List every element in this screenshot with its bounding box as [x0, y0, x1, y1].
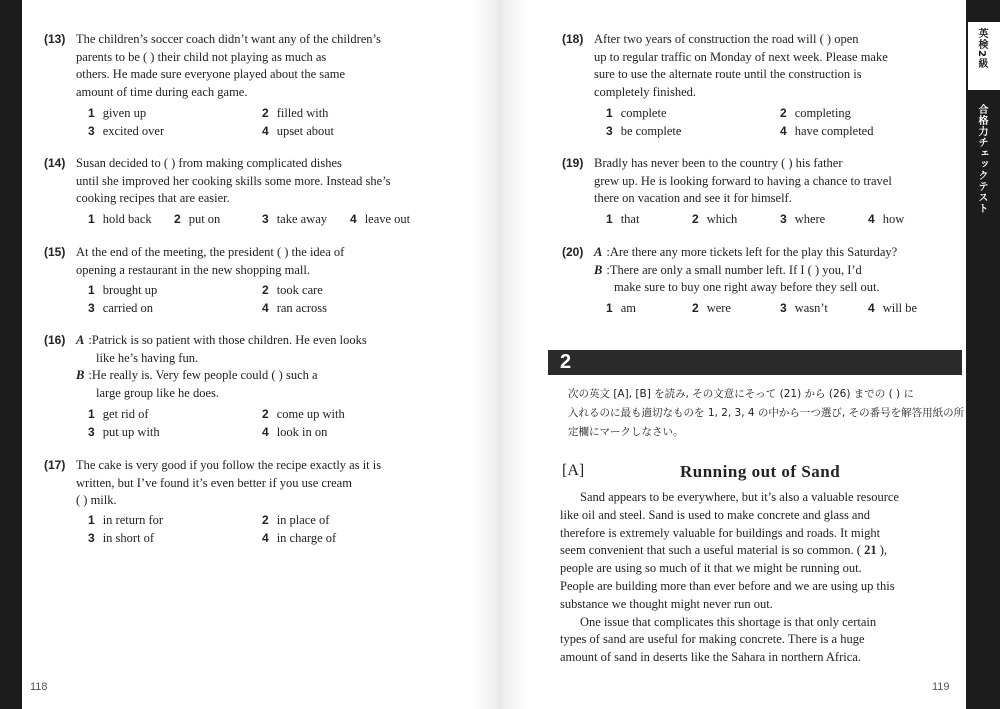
- option-16-2: 2 come up with: [262, 407, 345, 421]
- left-page: (13) The children’s soccer coach didn’t want any of the children’s parents to be ( ) their child not playing as much as others. He made sure everyone played about the same amount of time during each game. 1 given up 2 filled with 3 excited over 4 upset about (14) Susan decided to ( ) from making complicated dishes until she improved her cooking skills some more. Instead she’s cooking recipes that are easier. 1 hold back 2 put on 3 take away 4 leave out (15) At the end of the meeting, the president ( ) the idea of opening a restaurant in the new shopping mall. 1 brought up 2 took care 3 carried on 4 ran across (16) A :Patrick is so patient with those children. He even looks like he’s having fun. B :He really is. Very few people could ( ) such a large group like he does. 1 get rid of 2 come up with 3 put up with 4 look in on (17) The cake is very good if you follow the recipe exactly as it is written, but I’ve found it’s even better if you use cream ( ) milk. 1 in return for 2 in place of 3 in short of 4 in charge of: [44, 32, 411, 545]
- option-16-1: 1 get rid of: [88, 407, 149, 421]
- option-17-2: 2 in place of: [262, 513, 330, 527]
- blank-21: 21: [864, 543, 877, 558]
- option-20-2: 2 were: [692, 301, 731, 315]
- passage-text: Sand appears to be everywhere, but it’s also a valuable resource like oil and steel. Sand is used to make concrete and glass and therefore is extremely valuable for buildings and roads. It might seem convenient that such a useful material is so common. ( 21 ), people are using so much of it that we might be running out. People are building more than ever before and we are using up this substance we thought might never run out. One issue that complicates this shortage is that only certain types of sand are useful for making concrete. There is a huge amount of sand in deserts like the Sahara in northern Africa.: [560, 490, 899, 665]
- section-tab-label: 合格力チェックテスト: [976, 104, 987, 214]
- option-18-3: 3 be complete: [606, 124, 682, 138]
- passage-title: Running out of Sand: [680, 462, 841, 481]
- option-14-1: 1 hold back: [88, 212, 152, 226]
- option-17-4: 4 in charge of: [262, 531, 337, 545]
- option-13-4: 4 upset about: [262, 124, 334, 138]
- option-20-1: 1 am: [606, 301, 636, 315]
- option-18-2: 2 completing: [780, 106, 851, 120]
- option-14-4: 4 leave out: [350, 212, 411, 226]
- option-20-3: 3 wasn’t: [780, 301, 828, 315]
- book-gutter: [470, 0, 530, 709]
- section-number: 2: [560, 351, 572, 373]
- option-17-3: 3 in short of: [88, 531, 155, 545]
- passage-label: [A]: [562, 462, 585, 479]
- option-18-1: 1 complete: [606, 106, 667, 120]
- option-14-3: 3 take away: [262, 212, 328, 226]
- right-page-number: 119: [932, 681, 950, 693]
- option-13-1: 1 given up: [88, 106, 147, 120]
- option-19-2: 2 which: [692, 212, 738, 226]
- option-19-3: 3 where: [780, 212, 826, 226]
- level-tab-label: 英検2級: [976, 28, 987, 69]
- option-18-4: 4 have completed: [780, 124, 874, 138]
- option-20-4: 4 will be: [868, 301, 918, 315]
- japanese-instructions: 次の英文 [A], [B] を読み, その文意にそって (21) から (26) までの ( ) に 入れるのに最も適切なものを 1, 2, 3, 4 の中から一つ選び, その番号を解答用紙の所 定欄にマークしなさい。: [568, 388, 965, 438]
- option-16-3: 3 put up with: [88, 425, 160, 439]
- option-13-3: 3 excited over: [88, 124, 165, 138]
- option-15-4: 4 ran across: [262, 301, 328, 315]
- option-15-1: 1 brought up: [88, 283, 158, 297]
- option-17-1: 1 in return for: [88, 513, 164, 527]
- left-page-number: 118: [30, 681, 48, 693]
- option-14-2: 2 put on: [174, 212, 221, 226]
- option-15-2: 2 took care: [262, 283, 323, 297]
- right-index-tab: [966, 0, 1000, 709]
- option-16-4: 4 look in on: [262, 425, 328, 439]
- option-13-2: 2 filled with: [262, 106, 329, 120]
- option-19-1: 1 that: [606, 212, 640, 226]
- option-15-3: 3 carried on: [88, 301, 154, 315]
- section-header-2: [548, 350, 962, 375]
- left-page-edge: [0, 0, 22, 709]
- option-19-4: 4 how: [868, 212, 905, 226]
